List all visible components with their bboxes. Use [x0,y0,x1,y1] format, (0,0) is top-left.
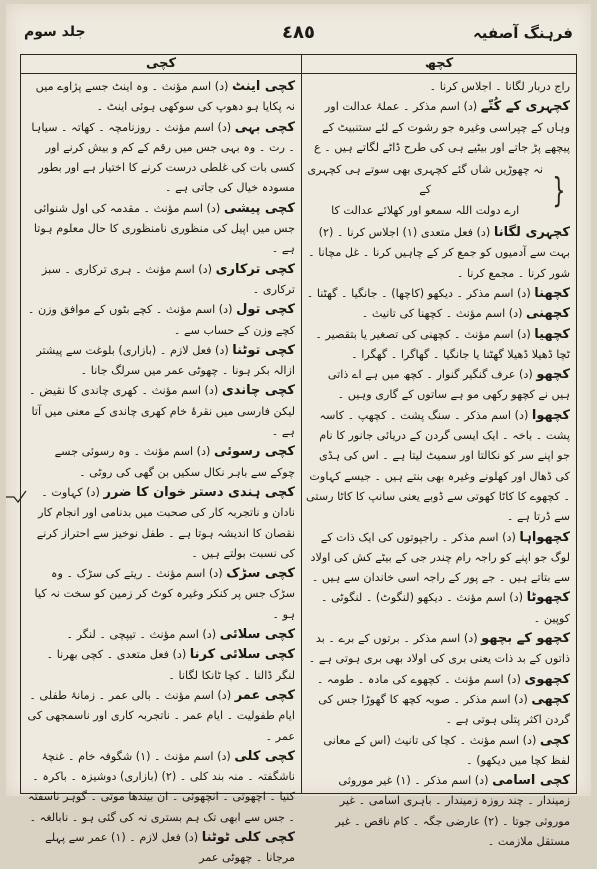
entry-definition: (د) اسم مؤنث ۔ کچھوے کی مادہ ۔ طومہ ۔ [316,672,521,686]
entry-definition: (د) اسم مؤنث ۔ کچھنا کی تانیث ۔ [361,307,523,321]
dictionary-entry [27,483,295,564]
entry-definition: (د) اسم مؤنث ۔ ریتے کی سڑک ۔ وہ سڑک جس پر کنکر وغیرہ کوٹ کر زمین کو سخت نہ کیا ہو ۔ [34,567,295,621]
entry-definition: (د) فعل لازم ۔ (۱) عمر سے پہلے مرجانا ۔ چھوٹی عمر [45,830,295,865]
entry-definition: (د) کہاوت ۔ نادان و ناتجربہ کار کی صحبت میں بدنامی اور انجام کار نقصان کا اندیشہ ہوتا ہے ۔ طفل نوخیز سے احتراز کرنے کی نسبت بولتے ہیں ۔ [36,485,295,560]
right-column [306,77,570,848]
entry-definition: (د) اسم مؤنث ۔ وہ اینٹ جسے پژاوے میں نہ پکایا ہو دھوپ کی سوکھی ہوئی اینٹ ۔ [35,80,295,114]
entry-definition: (د) اسم مؤنث ۔ ہری ترکاری ۔ سبز ترکاری ۔ [41,262,295,296]
left-column [27,77,295,865]
dictionary-entry [306,731,570,772]
entry-headword: کچی کلی ٹوٹنا [201,829,295,845]
entry-definition: (د) اسم مذکر ۔ عملۂ عدالت اور وہاں کے چپراسی وغیرہ جو رشوت کے لئے ستنبیٹ کے پیچھے پڑ جاتے اور بیٹیے ہی کی طرح ڈاٹے لگاتے ہیں ۔ ع [313,100,570,154]
entry-headword: کچی ہندی دستر خوان کا ضرر [103,484,295,500]
entry-headword: کچھواہا [519,529,570,545]
dictionary-page [6,4,591,865]
dictionary-entry [306,284,570,304]
entry-definition: (د) عرف گنگیر گنوار ۔ کچھ میں ہے اے ذاتی ہیں نے کچھو رکھی مو ہے ساتوں کے گاری وہیں ۔ [327,368,570,402]
entry-definition: (د) اسم مؤنث ۔ دیکھو (لنگوٹ) ۔ لنگوٹی ۔ کوپین ۔ [320,591,570,625]
volume-label: جلد سوم [24,24,86,40]
dictionary-entry [27,564,295,625]
content-frame [20,54,577,865]
entry-headword: کچی رسوئی [213,444,295,460]
entry-definition: (د) اسم مؤنث ۔ کچے بٹوں کے موافق وزن ۔ کچے وزن کے حساب سے ۔ [27,303,295,337]
dictionary-entry [306,97,570,158]
dictionary-entry [27,118,295,199]
entry-definition: راج دربار لگانا ۔ اجلاس کرنا ۔ [429,80,570,93]
entry-headword: کچی اسامی [492,773,570,789]
entry-definition: (د) اسم مذکر ۔ راجپوتوں کی ایک ذات کے لوگ جو اپنے کو راجہ رام چندر جی کے بیٹے کش کی اولاد سے بتاتے ہیں ۔ جے پور کے راجہ اسی خاندان سے ہیں ۔ [310,530,570,585]
entry-headword: کچھو [536,367,570,383]
entry-headword: کچھوا [531,407,570,423]
entry-definition: (د) اسم مؤنث ۔ بالی عمر ۔ زمانۂ طفلی ۔ ایام طفولیت ۔ ایام عمر ۔ ناتجربہ کاری اور ناسمجھی کی عمر ۔ [27,688,295,743]
entry-headword: کچی اینٹ [231,79,295,94]
dictionary-entry [27,260,295,301]
entry-headword: کچھی [531,691,570,707]
entry-headword: کچھیا [534,326,570,342]
entry-definition: (د) فعل متعدی (۱) اجلاس کرنا ۔ (۲) بہت سے آدمیوں کو جمع کر کے چاہیں کرنا ۔ غل مچانا ۔ شور کرنا ۔ مجمع کرنا ۔ [308,226,570,280]
entry-headword: کچھوی [524,671,570,687]
entry-headword: کچھنا [534,285,570,301]
dictionary-entry [27,300,295,341]
dictionary-entry [306,223,570,284]
entry-definition: (د) اسم مؤنث ۔ کچھنی کی تصغیر یا بتقصیر ۔ ٹچا ڈھیلا ڈھیلا گھٹنا یا جانگیا ۔ گھاگرا ۔ گھگرا ۔ [315,327,570,361]
entry-headword: کچی سلائی [219,627,295,643]
entry-headword: کچی سلائی کرنا [189,647,295,663]
dictionary-entry [306,629,570,670]
left-column-heading: کچی [21,55,301,74]
entry-headword: کچی چاندی [221,383,295,399]
entry-headword: کچی کلی [234,748,295,764]
dictionary-entry [27,686,295,747]
entry-headword: کچی بہی [234,119,295,135]
page-header [20,22,577,48]
dictionary-entry [306,670,570,690]
dictionary-entry [27,77,295,118]
verse-line: ارے دولت اللہ سمعو اور کھلائے عدالت کا [331,203,520,217]
dictionary-entry [27,442,295,483]
entry-definition: (د) فعل لازم ۔ (بازاری) بلوغت سے پیشتر ازالہ بکر ہونا ۔ چھوٹی عمر میں سرلگ جانا ۔ [36,343,295,378]
entry-definition: (د) اسم مذکر ۔ سنگ پشت ۔ کچھپ ۔ کاسہ پشت ۔ باخہ ۔ ایک ایسی گردن کے دریائی جانور کا نام جو اپنے سر کو نکالتا اور سمیٹ لیتا ہے ۔ اس کی ہڈی کی ڈھال اور کھلونے وغیرہ بھی بنتے ہیں ۔ جیسے کہاوت ۔ کچھوے کا کاٹا کھوتی سے ڈوبے یعنی سانپ کا کاٹا رستی سے ڈرتا ہے ۔ [306,408,570,524]
dictionary-entry [27,747,295,828]
column-divider [301,55,302,793]
book-title: فرہنگ آصفیہ [473,24,573,42]
dictionary-entry [27,199,295,260]
entry-headword: کچی سڑک [226,566,295,582]
dictionary-entry [306,406,570,528]
entry-headword: کچی پیشی [223,200,295,216]
verse-block [306,160,570,221]
page-number: ٤٨٥ [282,22,315,43]
verse-line: نہ چھوڑیں شاں گئے کچہری بھی سوتے ہی کچہری کے [307,163,543,197]
dictionary-entry [306,365,570,406]
verse-lines [306,160,544,221]
entry-headword: کچھنی [526,306,570,322]
entry-headword: کچی توٹنا [232,342,295,358]
dictionary-entry [306,304,570,324]
dictionary-entry [27,625,295,645]
right-column-heading: کچھ [302,55,576,74]
entry-definition: (د) اسم مذکر ۔ (۱) غیر موروثی زمیندار ۔ چند روزہ زمیندار ۔ باہری اسامی ۔ غیر موروثی جوتا ۔ (۲) عارضی جگہ ۔ کام ناقص ۔ غیر مستقل ملازمت ۔ [335,774,570,848]
dictionary-entry [27,341,295,382]
dictionary-entry [306,690,570,731]
entry-definition: (د) اسم مؤنث ۔ کچا کی تانیث (اس کے معانی لفظ کچا میں دیکھو) ۔ [323,733,570,767]
entry-definition: (د) اسم مؤنث ۔ مقدمہ کی اول شنوائی جس میں اپیل کی منظوری نامنظوری کا حال معلوم ہوتا ہے ۔ [33,201,295,256]
entry-definition: (د) فعل متعدی ۔ کچی بھرنا ۔ لنگر ڈالنا ۔ کچا ٹانکا لگانا ۔ [46,648,295,682]
margin-check-mark-icon [4,488,28,506]
entry-headword: کچی تول [236,302,295,318]
entry-definition: (د) اسم مؤنث ۔ (۱) شگوفہ خام ۔ غنچۂ ناشگفتہ ۔ منہ بند کلی ۔ (۲) (بازاری) دوشیزہ ۔ باکرہ ۔ کنیا ۔ اچھوتی ۔ انچھوئی ۔ ان بیندھا موتی ۔ گوہر ناسفتہ ۔ جس سے ابھی تک ہم بستری نہ کی گئی ہو ۔ نابالغہ ۔ [28,749,295,824]
entry-definition: (د) اسم مذکر ۔ صوبہ کچھ کا گھوڑا جس کی گردن اکثر پتلی ہوتی ہے ۔ [318,692,570,727]
dictionary-entry [306,588,570,629]
entry-continuation [306,77,570,97]
dictionary-entry [306,528,570,589]
entry-definition: (د) اسم مؤنث ۔ کھری چاندی کا نقیض ۔ لیکن فارسی میں نقرۂ خام کھری چاندی کے معنی میں آتا ہے ۔ [29,384,295,439]
entry-definition: (د) اسم مذکر ۔ برتوں کے برے ۔ بد ذاتوں کے بد ذات یعنی بری کی اولاد بھی بری ہوتی ہے ۔ [308,632,570,666]
entry-headword: کچہری لگانا [493,225,570,241]
entry-definition: (د) اسم مذکر ۔ دیکھو (کاچھا) ۔ جانگیا ۔ گھٹنا ۔ [306,286,531,300]
dictionary-entry [306,771,570,852]
entry-definition: (د) اسم مؤنث ۔ وہ رسوئی جسے چوکے سے باہر نکال سکیں بن گھی کی روٹی ۔ [54,445,295,479]
entry-definition: (د) اسم مؤنث ۔ روزنامچہ ۔ کھاتہ ۔ سیاہا ۔ رت ۔ وہ بہی جس میں رقم کے کم و بیش کرنے اور کسی بات کی غلطی درست کرنے کا اختیار ہے اور بطور مسودہ خیال کی جاتی ہے ۔ [31,120,295,195]
dictionary-entry [27,645,295,686]
entry-headword: کچی [539,732,570,748]
brace-icon: { [552,170,566,211]
entry-headword: کچھو کے بچھو [481,631,570,647]
dictionary-entry [27,381,295,442]
dictionary-entry [306,325,570,366]
entry-headword: کچی ترکاری [215,261,295,277]
dictionary-entry [27,828,295,869]
entry-headword: کچھوٹا [526,590,570,606]
entry-headword: کچی عمر [234,687,295,703]
entry-headword: کچہری کے کُتّے [480,99,570,115]
entry-definition: (د) اسم مؤنث ۔ تیپچی ۔ لنگر ۔ [66,628,217,642]
